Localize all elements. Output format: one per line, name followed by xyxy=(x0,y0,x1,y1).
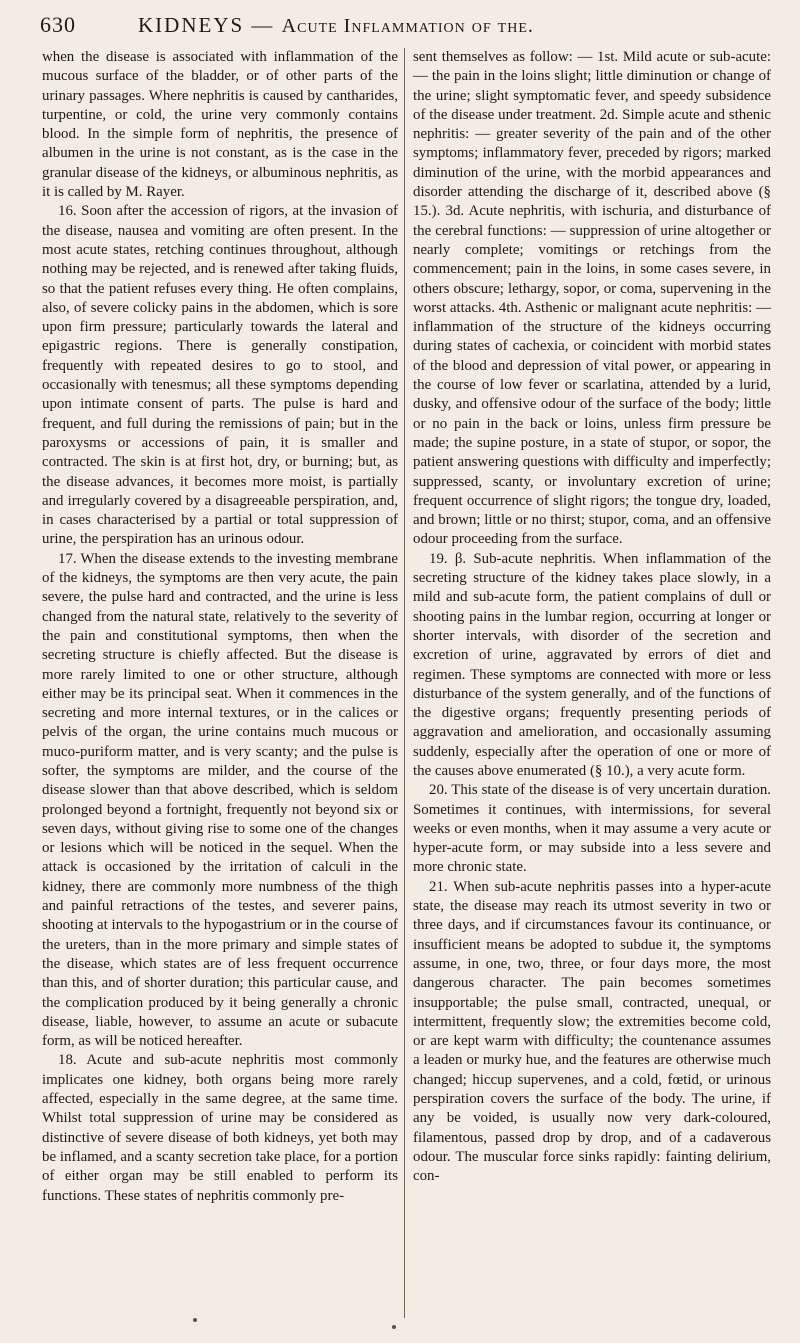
running-head xyxy=(138,13,534,38)
paragraph-19: 19. β. Sub-acute nephritis. When inflammation of the secreting structure of the kidney takes place slowly, in a mild and sub-acute form, the patient complains of dull or shooting pains in the lumbar region, occurring at longer or shorter intervals, with disorder of the secretion and excretion of urine, aggravated by errors of diet and regimen. These symptoms are connected with more or less disturbance of the system generally, and of the functions of the digestive organs; frequently presenting periods of aggravation and amelioration, and occasionally assuming suddenly, especially after the operation of one or more of the causes above enumerated (§ 10.), a very acute form. xyxy=(413,550,771,779)
column-divider xyxy=(404,48,405,1318)
page-header xyxy=(40,8,780,44)
right-column xyxy=(413,48,771,1187)
ink-speck xyxy=(392,1325,396,1329)
paragraph-18: 18. Acute and sub-acute nephritis most commonly implicates one kidney, both organs being more rarely affected, especially in the same degree, at the same time. Whilst total suppression of urine may be considered as distinctive of severe disease of both kidneys, yet both may be inflamed, and a scanty secretion take place, for a portion of either organ may be still enabled to perform its functions. These states of nephritis commonly pre- xyxy=(42,1052,398,1204)
left-column xyxy=(42,48,398,1206)
page-number: 630 xyxy=(40,12,76,37)
paragraph-20: 20. This state of the disease is of very uncertain duration. Sometimes it continues, with intermissions, for several weeks or even months, when it may assume a very acute or hyper-acute form, or may subside into a less severe and more chronic state. xyxy=(413,782,771,876)
running-head-main: KIDNEYS xyxy=(138,13,245,37)
paragraph-17: 17. When the disease extends to the investing membrane of the kidneys, the symptoms are then very acute, the pain severe, the pulse hard and contracted, and the urine is less changed from the natural state, relatively to the severity of the pain and constitutional symptoms, then when the secreting structure is chiefly affected. But the disease is more rarely limited to one or other structure, although either may be its principal seat. When it commences in the secreting and more internal textures, or in the calices or pelvis of the organ, the urine contains much mucous or muco-puriform matter, and is very scanty; and the pulse is softer, the symptoms are milder, and the course of the disease slower than that above described, which is seldom prolonged beyond a fortnight, frequently not beyond six or seven days, without giving rise to some one of the changes or lesions which will be noticed in the sequel. When the attack is occasioned by the irritation of calculi in the kidney, there are commonly more numbness of the thigh and painful retractions of the testes, and severer pains, shooting at intervals to the hypogastrium or in the course of the ureters, than in the more primary and simple states of the disease, which states are of less frequent occurrence than this, and of shorter duration; this particular cause, and the complication produced by it being generally a chronic disease, liable, however, to assume an acute or subacute form, as will be noticed hereafter. xyxy=(42,550,398,1050)
ink-speck xyxy=(193,1318,197,1322)
paragraph-continued: when the disease is associated with inflammation of the mucous surface of the bladder, or of other parts of the urinary passages. Where nephritis is caused by cantharides, turpentine, or cold, the urine very commonly contains blood. In the simple form of nephritis, the presence of albumen in the urine is not constant, as is the case in the granular disease of the kidneys, or albuminous nephritis, as it is called by M. Rayer. xyxy=(42,49,398,201)
paragraph-continued-right: sent themselves as follow: — 1st. Mild acute or sub-acute: — the pain in the loins slight; little diminution or change of the urine; slight symptomatic fever, and speedy subsidence of the disease under treatment. 2d. Simple acute and sthenic nephritis: — greater severity of the pain and of the other symptoms; inflammatory fever, preceded by rigors; marked diminution of the urine, with the morbid appearances and disorder attending the discharge of it, described above (§ 15.). 3d. Acute nephritis, with ischuria, and disturbance of the cerebral functions: — suppression of urine altogether or nearly complete; vomitings or retchings from the commencement; pain in the loins, in some cases severe, in others obscure; lethargy, sopor, or coma, supervening in the worst attacks. 4th. Asthenic or malignant acute nephritis: — inflammation of the structure of the kidneys occurring during states of cachexia, or coincident with morbid states of the blood and depression of vital power, or appearing in the course of low fever or scarlatina, attended by a lurid, dusky, and offensive odour of the surface of the body; little or no pain in the back or loins, unless firm pressure be made; the supine posture, in a state of stupor, or sopor, the patient answering questions with difficulty and imperfectly; suppressed, scanty, or involuntary excretion of urine; frequent occurrence of slight rigors; the tongue dry, loaded, and brown; little or no thirst; stupor, coma, and an offensive odour proceeding from the surface. xyxy=(413,49,771,548)
running-head-dash: — xyxy=(244,13,282,37)
paragraph-21: 21. When sub-acute nephritis passes into a hyper-acute state, the disease may reach its utmost severity in two or three days, and if circumstances favour its continuance, or insufficient means be adopted to subdue it, the symptoms assume, in one, two, three, or four days more, the most dangerous character. The pain becomes sometimes insupportable; the pulse small, contracted, unequal, or intermittent, frequently slow; the extremities become cold, or are kept warm with difficulty; the countenance assumes a leaden or murky hue, and the features are otherwise much changed; hiccup supervenes, and a cold, fœtid, or urinous perspiration covers the surface of the body. The urine, if any be voided, is usually now very dark-coloured, filamentous, passed drop by drop, and of a cadaverous odour. The muscular force sinks rapidly: fainting delirium, con- xyxy=(413,878,771,1185)
paragraph-16: 16. Soon after the accession of rigors, at the invasion of the disease, nausea and vomiting are often present. In the most acute states, retching continues throughout, although nothing may be rejected, and is renewed after taking fluids, so that the patient refuses every thing. He often complains, also, of severe colicky pains in the abdomen, which is sore upon firm pressure; particularly towards the lateral and epigastric regions. There is generally constipation, frequently with repeated desires to go to stool, and occasionally with tenesmus; all these symptoms depending upon intimate consent of parts. The pulse is hard and frequent, and full during the remissions of pain; but in the paroxysms or accessions of pain, it is smaller and contracted. The skin is at first hot, dry, or burning; but, as the disease advances, it becomes more moist, is partially and irregularly covered by a disagreeable perspiration, and, in cases characterised by a partial or total suppression of urine, the perspiration has an urinous odour. xyxy=(42,203,398,548)
running-head-subtitle: Acute Inflammation of the. xyxy=(281,15,534,37)
